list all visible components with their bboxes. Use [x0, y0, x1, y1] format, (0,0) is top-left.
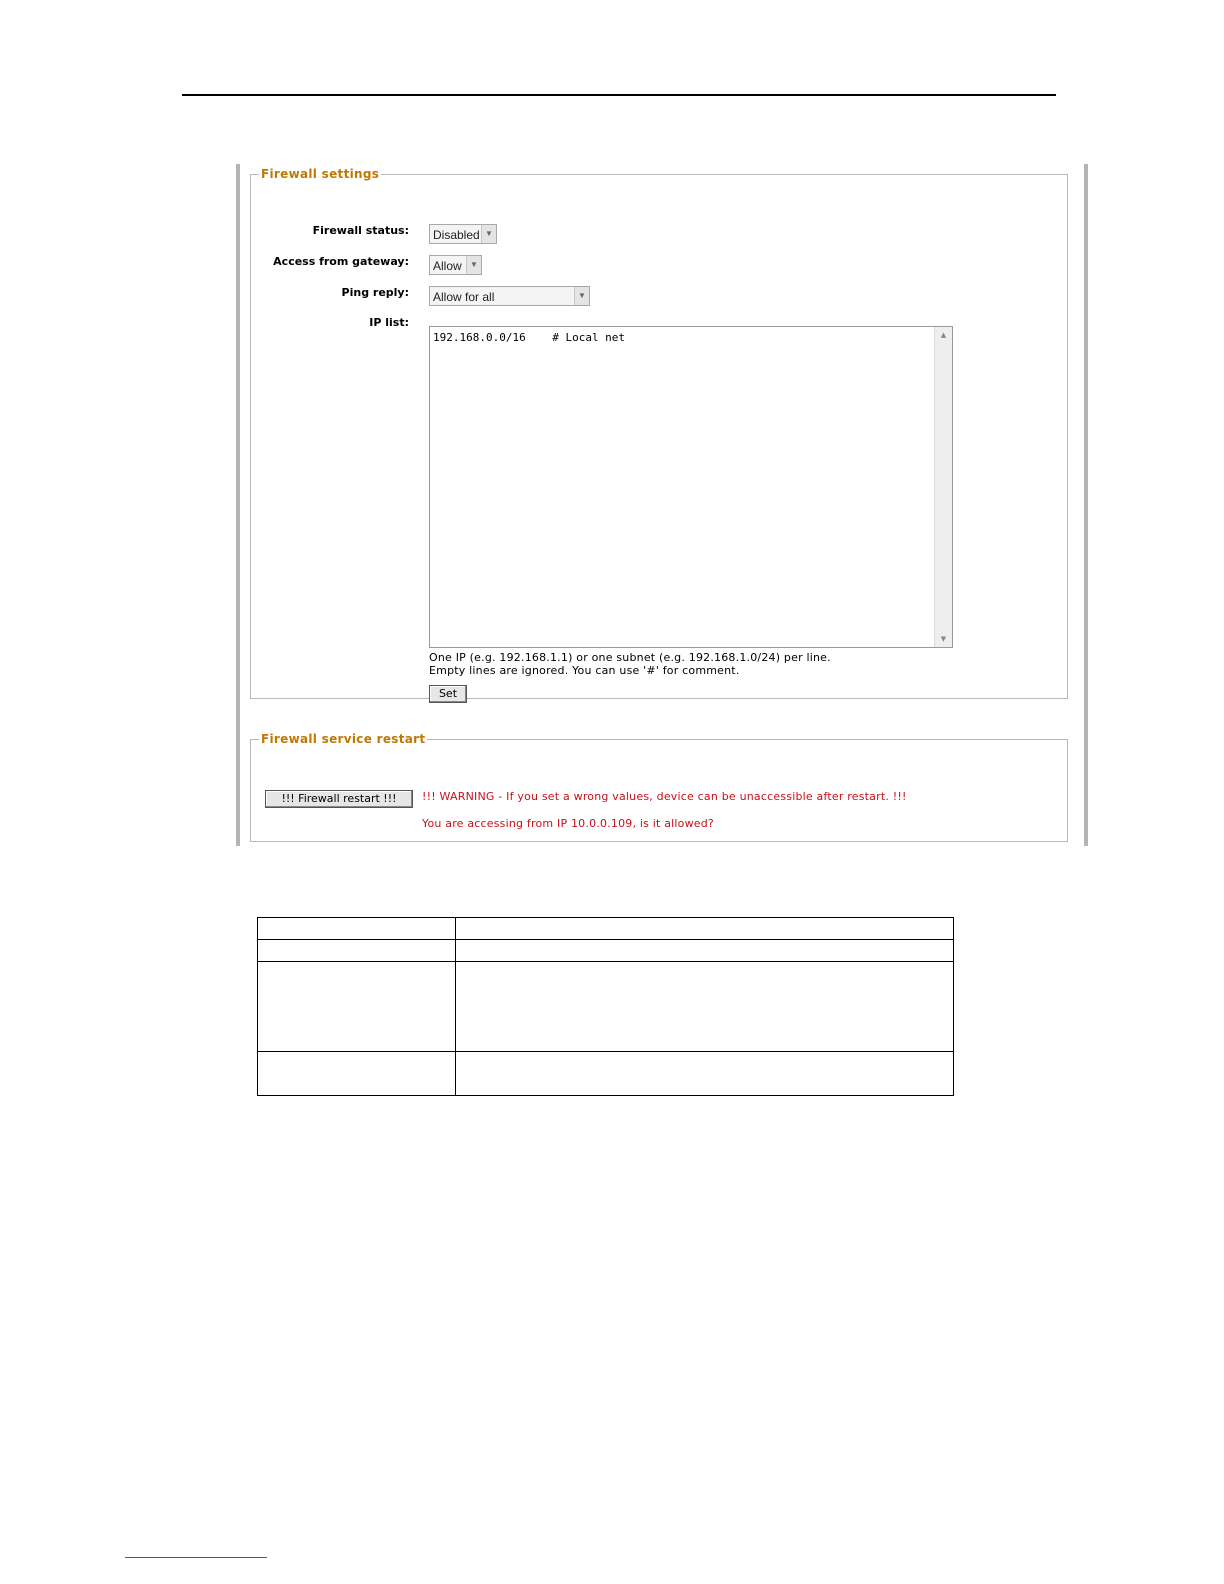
firewall-status-label: Firewall status: — [312, 224, 409, 237]
table-cell — [258, 1052, 456, 1096]
table-cell — [456, 940, 954, 962]
scroll-up-icon[interactable]: ▲ — [940, 331, 947, 339]
chevron-down-icon[interactable]: ▼ — [481, 225, 496, 243]
table-cell — [456, 918, 954, 940]
table-cell — [258, 940, 456, 962]
firewall-settings-panel — [250, 167, 1068, 699]
access-ip-info-text: You are accessing from IP 10.0.0.109, is it allowed? — [422, 817, 714, 830]
header-rule — [182, 94, 1056, 96]
access-from-gateway-value: Allow — [433, 259, 462, 273]
table-cell — [258, 962, 456, 1052]
firewall-status-value: Disabled — [433, 228, 480, 242]
firewall-settings-legend: Firewall settings — [261, 167, 380, 181]
ip-list-hint-line1: One IP (e.g. 192.168.1.1) or one subnet (e.g. 192.168.1.0/24) per line. — [429, 651, 831, 664]
chevron-down-icon[interactable]: ▼ — [466, 256, 481, 274]
table-cell — [456, 1052, 954, 1096]
ip-list-textarea[interactable] — [429, 326, 953, 648]
parameter-table — [257, 917, 954, 1096]
restart-warning-text: !!! WARNING - If you set a wrong values, device can be unaccessible after restart. !!! — [422, 790, 907, 803]
table-cell — [258, 918, 456, 940]
firewall-config-screenshot — [236, 164, 1088, 846]
access-from-gateway-label: Access from gateway: — [273, 255, 409, 268]
ping-reply-label: Ping reply: — [341, 286, 409, 299]
firewall-service-restart-panel — [250, 732, 1068, 842]
ip-list-hint-line2: Empty lines are ignored. You can use '#' for comment. — [429, 664, 740, 677]
scroll-down-icon[interactable]: ▼ — [940, 635, 947, 643]
ping-reply-select[interactable] — [429, 286, 590, 306]
firewall-restart-button[interactable]: !!! Firewall restart !!! — [265, 790, 413, 808]
footer-link-underline[interactable] — [125, 1557, 267, 1558]
ip-list-scrollbar[interactable] — [934, 327, 952, 647]
chevron-down-icon[interactable]: ▼ — [574, 287, 589, 305]
ip-list-content[interactable]: 192.168.0.0/16 # Local net — [433, 331, 626, 344]
access-from-gateway-select[interactable] — [429, 255, 482, 275]
ping-reply-value: Allow for all — [433, 290, 495, 304]
table-cell — [456, 962, 954, 1052]
ip-list-label: IP list: — [369, 316, 409, 329]
set-button[interactable]: Set — [429, 685, 467, 703]
firewall-status-select[interactable] — [429, 224, 497, 244]
firewall-restart-legend: Firewall service restart — [261, 732, 426, 746]
